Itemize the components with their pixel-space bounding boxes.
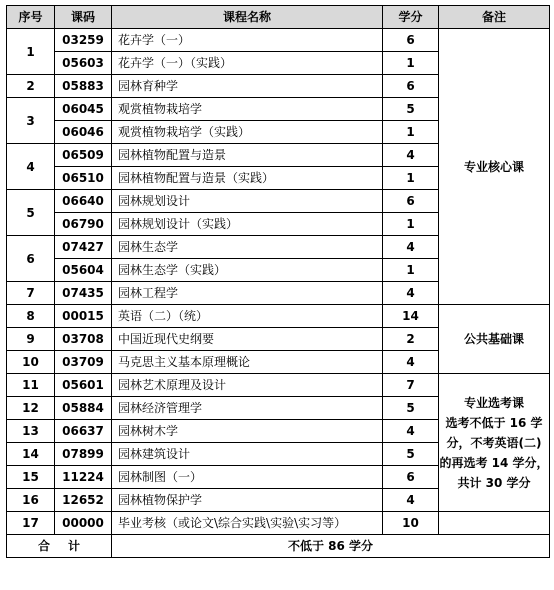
cell-code: 03259 [55, 29, 112, 52]
cell-credit: 10 [383, 512, 439, 535]
cell-code: 05604 [55, 259, 112, 282]
cell-course-name: 中国近现代史纲要 [112, 328, 383, 351]
cell-course-name: 观赏植物栽培学 [112, 98, 383, 121]
total-value: 不低于 86 学分 [112, 535, 550, 558]
cell-code: 05884 [55, 397, 112, 420]
cell-course-name: 园林植物配置与造景（实践） [112, 167, 383, 190]
cell-seq: 9 [7, 328, 55, 351]
cell-seq: 10 [7, 351, 55, 374]
cell-seq: 12 [7, 397, 55, 420]
cell-credit: 1 [383, 259, 439, 282]
header-course-name: 课程名称 [112, 6, 383, 29]
cell-course-name: 花卉学（一） [112, 29, 383, 52]
cell-code: 05601 [55, 374, 112, 397]
cell-course-name: 园林经济管理学 [112, 397, 383, 420]
cell-course-name: 园林植物配置与造景 [112, 144, 383, 167]
remark-elective [439, 374, 550, 512]
header-credit: 学分 [383, 6, 439, 29]
cell-code: 05603 [55, 52, 112, 75]
cell-seq: 8 [7, 305, 55, 328]
cell-credit: 5 [383, 98, 439, 121]
cell-seq: 2 [7, 75, 55, 98]
cell-code: 06510 [55, 167, 112, 190]
cell-credit: 2 [383, 328, 439, 351]
cell-code: 00015 [55, 305, 112, 328]
cell-credit: 1 [383, 213, 439, 236]
curriculum-table-wrapper [6, 5, 549, 558]
cell-code: 03709 [55, 351, 112, 374]
remark-elective-line: 专业选考课 [463, 395, 524, 410]
header-remark: 备注 [439, 6, 550, 29]
cell-seq: 17 [7, 512, 55, 535]
cell-course-name: 园林树木学 [112, 420, 383, 443]
cell-course-name: 园林生态学（实践） [112, 259, 383, 282]
cell-course-name: 园林制图（一） [112, 466, 383, 489]
cell-code: 11224 [55, 466, 112, 489]
remark-elective-line: 选考不低于 16 学 [445, 415, 543, 430]
cell-code: 00000 [55, 512, 112, 535]
cell-code: 06045 [55, 98, 112, 121]
cell-credit: 4 [383, 489, 439, 512]
cell-course-name: 园林生态学 [112, 236, 383, 259]
remark-public: 公共基础课 [439, 305, 550, 374]
cell-course-name: 马克思主义基本原理概论 [112, 351, 383, 374]
cell-code: 06637 [55, 420, 112, 443]
cell-course-name: 园林艺术原理及设计 [112, 374, 383, 397]
cell-code: 06509 [55, 144, 112, 167]
cell-credit: 6 [383, 466, 439, 489]
cell-seq: 7 [7, 282, 55, 305]
total-label-b: 计 [67, 539, 80, 553]
cell-course-name: 园林植物保护学 [112, 489, 383, 512]
cell-credit: 6 [383, 75, 439, 98]
cell-course-name: 观赏植物栽培学（实践） [112, 121, 383, 144]
remark-elective-line: 共计 30 学分 [457, 475, 531, 490]
cell-credit: 5 [383, 397, 439, 420]
header-seq: 序号 [7, 6, 55, 29]
cell-course-name: 园林建筑设计 [112, 443, 383, 466]
table-row [7, 374, 550, 397]
cell-credit: 4 [383, 282, 439, 305]
table-row [7, 305, 550, 328]
remark-empty [439, 512, 550, 535]
cell-credit: 1 [383, 121, 439, 144]
remark-elective-line: 的再选考 14 学分， [439, 455, 549, 470]
cell-course-name: 园林规划设计 [112, 190, 383, 213]
cell-credit: 1 [383, 167, 439, 190]
cell-seq: 14 [7, 443, 55, 466]
cell-course-name: 园林规划设计（实践） [112, 213, 383, 236]
cell-seq: 15 [7, 466, 55, 489]
cell-credit: 6 [383, 190, 439, 213]
cell-code: 12652 [55, 489, 112, 512]
table-header-row [7, 6, 550, 29]
cell-seq: 16 [7, 489, 55, 512]
table-row [7, 512, 550, 535]
cell-course-name: 园林工程学 [112, 282, 383, 305]
cell-code: 06790 [55, 213, 112, 236]
cell-credit: 4 [383, 351, 439, 374]
cell-course-name: 花卉学（一）（实践） [112, 52, 383, 75]
cell-credit: 5 [383, 443, 439, 466]
cell-credit: 7 [383, 374, 439, 397]
cell-code: 03708 [55, 328, 112, 351]
cell-code: 06046 [55, 121, 112, 144]
cell-seq: 13 [7, 420, 55, 443]
cell-credit: 4 [383, 236, 439, 259]
cell-course-name: 毕业考核（或论文\综合实践\实验\实习等） [112, 512, 383, 535]
cell-code: 07899 [55, 443, 112, 466]
cell-credit: 4 [383, 144, 439, 167]
curriculum-table [6, 5, 550, 558]
cell-seq: 11 [7, 374, 55, 397]
cell-credit: 6 [383, 29, 439, 52]
cell-seq: 3 [7, 98, 55, 144]
cell-seq: 1 [7, 29, 55, 75]
table-row [7, 29, 550, 52]
cell-code: 07427 [55, 236, 112, 259]
remark-elective-line: 分，不考英语(二) [446, 435, 542, 450]
cell-seq: 6 [7, 236, 55, 282]
cell-course-name: 园林育种学 [112, 75, 383, 98]
total-row [7, 535, 550, 558]
cell-credit: 4 [383, 420, 439, 443]
cell-seq: 4 [7, 144, 55, 190]
cell-course-name: 英语（二）（统） [112, 305, 383, 328]
remark-core: 专业核心课 [439, 29, 550, 305]
cell-code: 07435 [55, 282, 112, 305]
cell-code: 06640 [55, 190, 112, 213]
total-label-a: 合 [37, 539, 50, 553]
cell-seq: 5 [7, 190, 55, 236]
header-code: 课码 [55, 6, 112, 29]
cell-credit: 1 [383, 52, 439, 75]
total-label [7, 535, 112, 558]
cell-credit: 14 [383, 305, 439, 328]
cell-code: 05883 [55, 75, 112, 98]
